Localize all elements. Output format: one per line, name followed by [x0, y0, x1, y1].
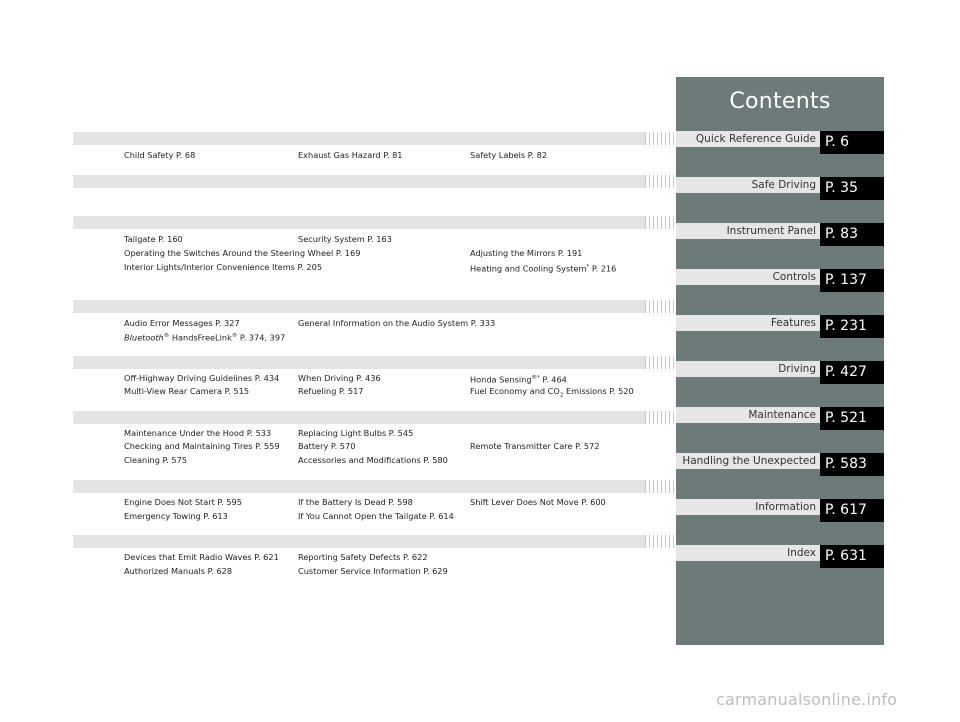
link-light-bulbs[interactable]: Replacing Light Bulbs P. 545 — [298, 428, 414, 438]
link-rear-camera[interactable]: Multi-View Rear Camera P. 515 — [124, 386, 250, 396]
tab-page: P. 83 — [820, 223, 884, 246]
link-cleaning[interactable]: Cleaning P. 575 — [124, 455, 187, 465]
band-controls — [73, 300, 645, 313]
bluetooth-text: Bluetooth — [124, 332, 164, 343]
tab-driving[interactable] — [676, 361, 884, 384]
registered-mark-2: ® — [231, 333, 238, 339]
tab-controls[interactable] — [676, 269, 884, 292]
link-dead-battery[interactable]: If the Battery Is Dead P. 598 — [298, 497, 413, 507]
link-safety-defects[interactable]: Reporting Safety Defects P. 622 — [298, 552, 428, 562]
tab-page: P. 617 — [820, 499, 884, 522]
tab-label: Instrument Panel — [676, 223, 820, 239]
link-bluetooth[interactable] — [124, 331, 285, 343]
band-driving — [73, 411, 645, 424]
registered-mark: ® — [163, 333, 170, 339]
link-open-tailgate[interactable]: If You Cannot Open the Tailgate P. 614 — [298, 511, 454, 521]
tab-label: Controls — [676, 269, 820, 285]
tab-page: P. 427 — [820, 361, 884, 384]
tab-label: Features — [676, 315, 820, 331]
link-battery[interactable]: Battery P. 570 — [298, 441, 356, 451]
link-shift-lever[interactable]: Shift Lever Does Not Move P. 600 — [470, 497, 606, 507]
watermark: carmanualsonline.info — [716, 690, 898, 709]
fuel-text: Fuel Economy and CO — [470, 386, 560, 396]
tab-label: Handling the Unexpected — [676, 453, 820, 469]
tab-label: Information — [676, 499, 820, 515]
heating-page: P. 216 — [589, 263, 617, 274]
link-refueling[interactable]: Refueling P. 517 — [298, 386, 364, 396]
sensing-text: Honda Sensing — [470, 374, 532, 385]
tab-maintenance[interactable] — [676, 407, 884, 430]
link-under-hood[interactable]: Maintenance Under the Hood P. 533 — [124, 428, 272, 438]
tab-quick-reference[interactable] — [676, 131, 884, 154]
tab-page: P. 137 — [820, 269, 884, 292]
link-authorized-manuals[interactable]: Authorized Manuals P. 628 — [124, 566, 233, 576]
tab-page: P. 35 — [820, 177, 884, 200]
hatch-unexpected — [645, 535, 676, 548]
tab-instrument-panel[interactable] — [676, 223, 884, 246]
contents-title: Contents — [729, 89, 831, 114]
link-tailgate[interactable]: Tailgate P. 160 — [124, 234, 183, 244]
subscript-2: 2 — [559, 392, 564, 399]
tab-information[interactable] — [676, 499, 884, 522]
registered-mark-3: ® — [531, 375, 538, 381]
link-honda-sensing[interactable] — [470, 373, 567, 385]
band-quick-reference — [73, 132, 645, 145]
link-audio-info[interactable]: General Information on the Audio System P. 333 — [298, 318, 496, 328]
link-interior-lights[interactable]: Interior Lights/Interior Convenience Items P. 205 — [124, 262, 323, 272]
option-mark-2: * — [537, 375, 540, 381]
link-child-safety[interactable]: Child Safety P. 68 — [124, 150, 196, 160]
link-mirrors[interactable]: Adjusting the Mirrors P. 191 — [470, 248, 583, 258]
link-tires[interactable]: Checking and Maintaining Tires P. 559 — [124, 441, 280, 451]
tab-handling-unexpected[interactable] — [676, 453, 884, 476]
band-instrument-panel — [73, 216, 645, 229]
heating-text: Heating and Cooling System — [470, 263, 587, 274]
hatch-driving — [645, 411, 676, 424]
sensing-page: P. 464 — [539, 374, 567, 385]
link-engine-no-start[interactable]: Engine Does Not Start P. 595 — [124, 497, 242, 507]
band-unexpected — [73, 535, 645, 548]
hatch-instrument-panel — [645, 216, 676, 229]
handsfreelink-text: HandsFreeLink — [169, 332, 232, 343]
contents-sidebar — [676, 77, 884, 645]
link-audio-errors[interactable]: Audio Error Messages P. 327 — [124, 318, 240, 328]
link-when-driving[interactable]: When Driving P. 436 — [298, 373, 381, 383]
link-offhighway[interactable]: Off-Highway Driving Guidelines P. 434 — [124, 373, 280, 383]
link-radio-waves[interactable]: Devices that Emit Radio Waves P. 621 — [124, 552, 279, 562]
tab-label: Maintenance — [676, 407, 820, 423]
link-steering-switches[interactable]: Operating the Switches Around the Steering Wheel P. 169 — [124, 248, 361, 258]
tab-features[interactable] — [676, 315, 884, 338]
tab-page: P. 231 — [820, 315, 884, 338]
band-maintenance — [73, 480, 645, 493]
tab-page: P. 631 — [820, 545, 884, 568]
tab-safe-driving[interactable] — [676, 177, 884, 200]
fuel-page: Emissions P. 520 — [563, 386, 634, 396]
tab-page: P. 6 — [820, 131, 884, 154]
tab-page: P. 583 — [820, 453, 884, 476]
link-remote-transmitter[interactable]: Remote Transmitter Care P. 572 — [470, 441, 600, 451]
band-features — [73, 356, 645, 369]
hatch-controls — [645, 300, 676, 313]
tab-label: Driving — [676, 361, 820, 377]
link-security-system[interactable]: Security System P. 163 — [298, 234, 392, 244]
tab-page: P. 521 — [820, 407, 884, 430]
tab-label: Safe Driving — [676, 177, 820, 193]
link-safety-labels[interactable]: Safety Labels P. 82 — [470, 150, 548, 160]
link-customer-service[interactable]: Customer Service Information P. 629 — [298, 566, 448, 576]
band-safe-driving — [73, 175, 645, 188]
link-heating-cooling[interactable] — [470, 262, 616, 274]
link-fuel-economy[interactable] — [470, 386, 634, 401]
tab-index[interactable] — [676, 545, 884, 568]
tab-label: Index — [676, 545, 820, 561]
tab-label: Quick Reference Guide — [676, 131, 820, 147]
hatch-quick-reference — [645, 132, 676, 145]
option-mark: * — [586, 264, 590, 270]
link-emergency-towing[interactable]: Emergency Towing P. 613 — [124, 511, 228, 521]
hatch-features — [645, 356, 676, 369]
hatch-safe-driving — [645, 175, 676, 188]
bluetooth-page: P. 374, 397 — [237, 332, 286, 343]
link-exhaust-gas[interactable]: Exhaust Gas Hazard P. 81 — [298, 150, 403, 160]
link-accessories[interactable]: Accessories and Modifications P. 580 — [298, 455, 448, 465]
hatch-maintenance — [645, 480, 676, 493]
